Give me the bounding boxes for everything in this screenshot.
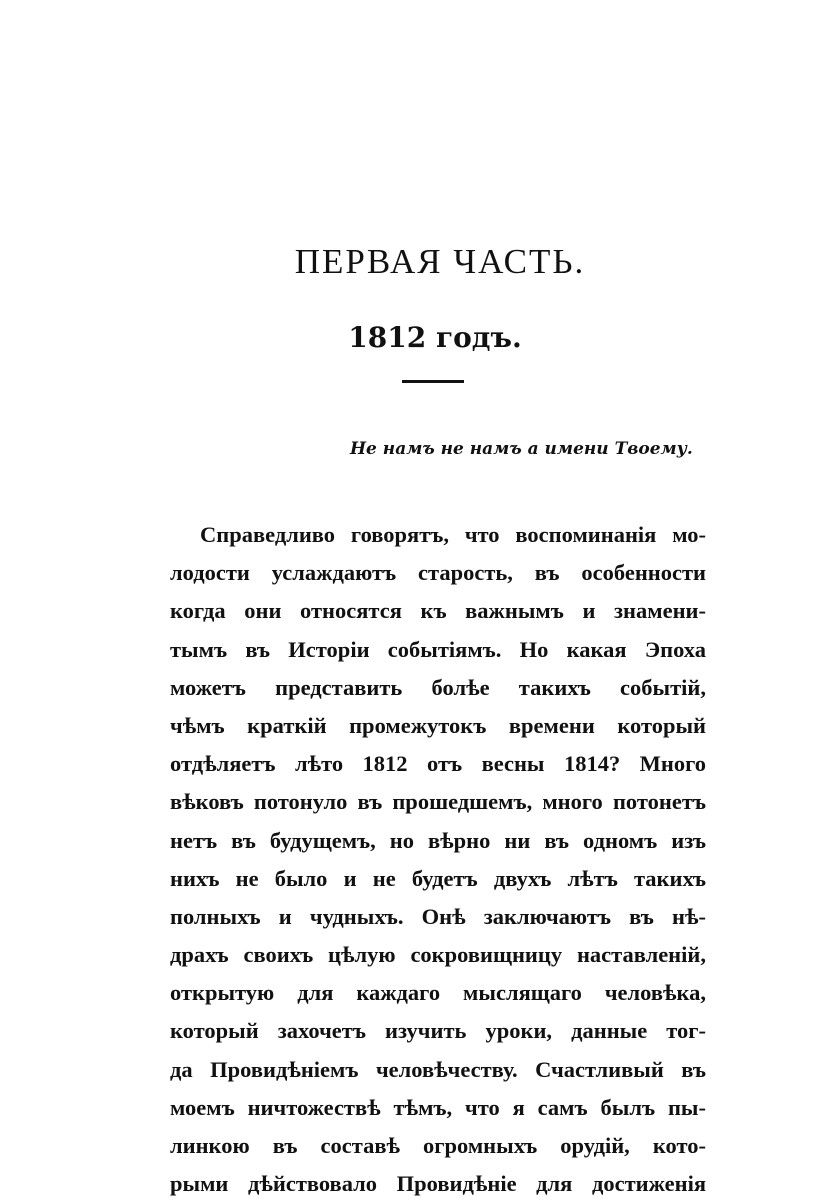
text-line: моемъ ничтожествѣ тѣмъ, что я самъ былъ пы- [170, 1094, 706, 1120]
chapter-title: 1812 годъ. [348, 321, 522, 354]
text-line: который захочетъ изучить уроки, данные тог- [170, 1018, 706, 1044]
text-line: драхъ своихъ цѣлую сокровищницу наставленій, [170, 942, 706, 968]
title-divider [402, 380, 464, 383]
text-line: рыми дѣйствовало Провидѣніе для достиженія [170, 1171, 706, 1197]
text-line: тымъ въ Исторіи событіямъ. Но какая Эпоха [170, 636, 706, 662]
part-title: ПЕРВАЯ ЧАСТЬ. [294, 242, 586, 281]
text-line: можетъ представить болѣе такихъ событій, [170, 674, 706, 700]
text-line: открытую для каждаго мыслящаго человѣка, [170, 980, 706, 1006]
text-line: полныхъ и чудныхъ. Онѣ заключаютъ въ нѣ- [170, 903, 706, 929]
text-line: когда они относятся къ важнымъ и знамени- [170, 598, 706, 624]
text-line: лодости услаждаютъ старость, въ особенности [170, 560, 706, 586]
text-line: Справедливо говорятъ, что воспоминанія мо- [200, 522, 706, 547]
text-line: отдѣляетъ лѣто 1812 отъ весны 1814? Много [170, 751, 706, 777]
text-line: линкою въ составѣ огромныхъ орудій, кото- [170, 1133, 706, 1158]
epigraph: Не намъ не намъ а имени Твоему. [350, 439, 693, 459]
body-paragraph [170, 516, 706, 1203]
text-line: нетъ въ будущемъ, но вѣрно ни въ одномъ изъ [170, 827, 706, 853]
text-line: вѣковъ потонуло въ прошедшемъ, много потонетъ [170, 789, 706, 815]
text-line: нихъ не было и не будетъ двухъ лѣтъ такихъ [170, 865, 706, 891]
text-line: да Провидѣніемъ человѣчеству. Счастливый въ [170, 1056, 706, 1082]
text-line: чѣмъ краткій промежутокъ времени который [170, 712, 706, 738]
